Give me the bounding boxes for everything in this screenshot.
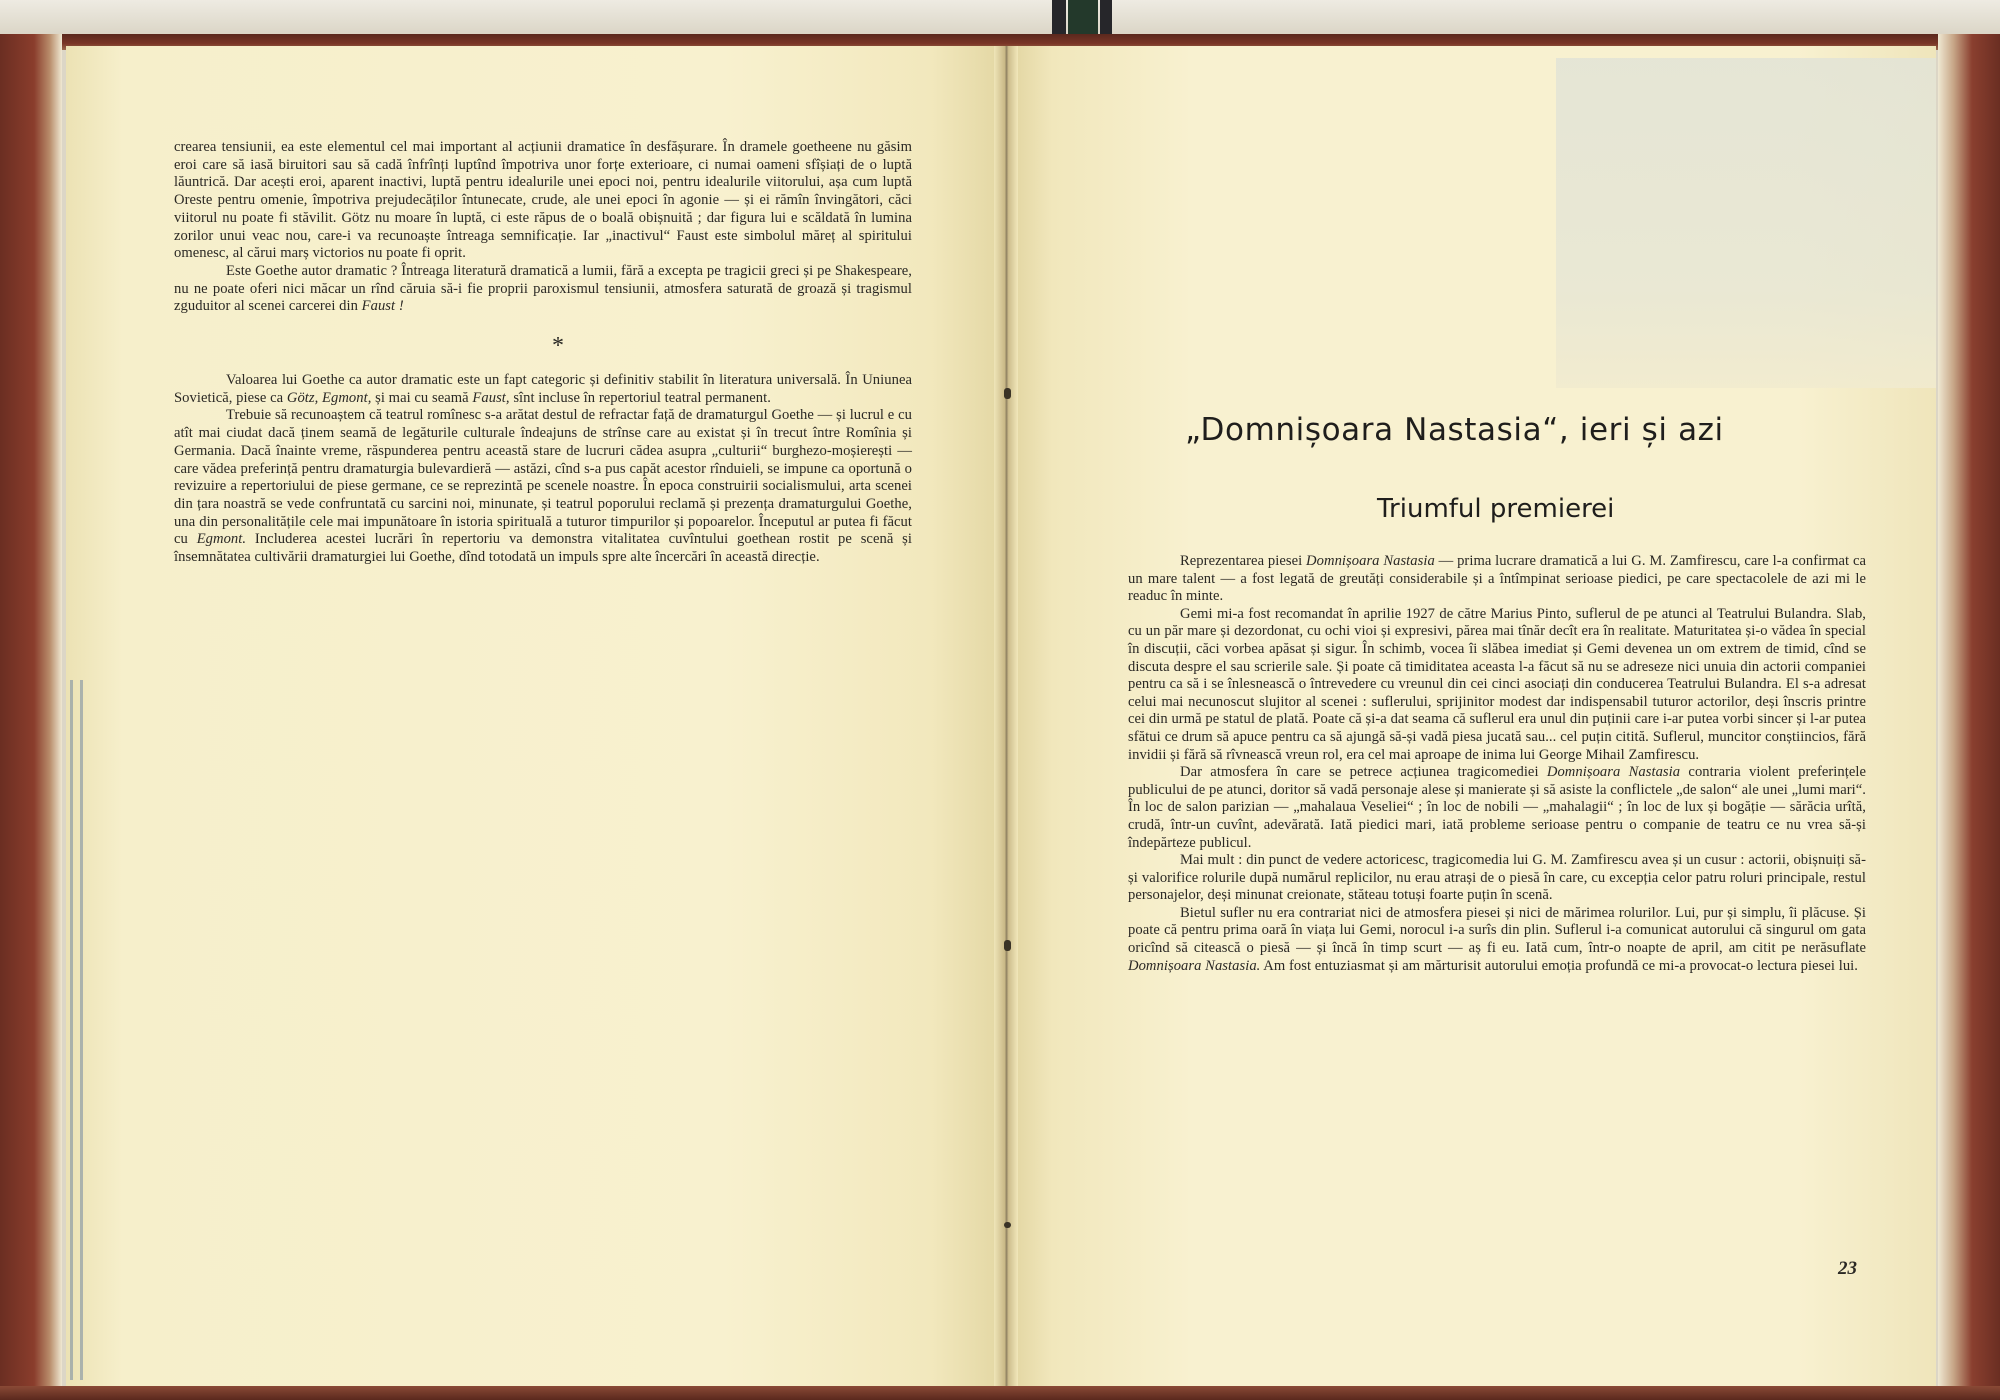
paragraph-text: și mai cu seamă (375, 389, 469, 406)
paragraph-text: Includerea acestei lucrări în repertoriu va demonstra vitalitatea cuvîntului goethean rostit pe scenă și însemnătatea cultivării dramaturgiei lui Goethe, dînd totodată un impuls spre alte încercări în această direcție. (174, 531, 912, 566)
binding-stitch (1004, 1222, 1011, 1228)
italic-title: Domnișoara Nastasia (1546, 764, 1681, 781)
right-page-text (1128, 553, 1866, 975)
article-subtitle: Triumful premierei (1377, 494, 1615, 524)
paragraph-text: Valoarea lui Goethe ca autor dramatic este un fapt categoric și definitiv stabilit în literatura universală. În Uniunea Sovietică, piese ca (174, 372, 912, 406)
paragraph (174, 407, 912, 566)
paragraph (174, 263, 912, 316)
italic-title: Götz, Egmont, (286, 389, 372, 406)
paragraph: Mai mult : din punct de vedere actoricesc, tragicomedia lui G. M. Zamfirescu avea și un cusur : actorii, obișnuiți să-și valorifice rolurile după numărul replicilor, nu erau atrași de o piesă în care, cu excepția celor patru roluri principale, restul personajelor, deși minunat creionate, stăteau totuși foarte puțin în scenă. (1128, 852, 1866, 904)
paragraph (1128, 764, 1866, 852)
book-cover-bottom-edge (0, 1386, 2000, 1400)
paragraph (1128, 553, 1866, 606)
book-cover-left-edge (0, 34, 62, 1400)
italic-title: Egmont. (196, 531, 247, 548)
paragraph-text: Este Goethe autor dramatic ? Întreaga literatură dramatică a lumii, fără a excepta pe tragicii greci și pe Shakespeare, nu ne poate oferi nici măcar un rînd căruia să-i fie proprii paroxismul tensiunii, atmosfera saturată de groază și tragismul zguduitor al scenei carcerei din (174, 262, 912, 315)
paragraph-text: Bietul sufler nu era contrariat nici de atmosfera piesei și nici de mărimea rolurilor. Lui, pur și simplu, îi plăcuse. Și poate că pentru prima oară în viața lui Gemi, norocul i-a surîs din plin. Suflerul i-a comunicat autorului că singurul om gata oricînd să citească o piesă — și încă în timp scurt — aș fi eu. Iată cum, într-o noapte de april, am citit pe nerăsuflate (1128, 904, 1866, 957)
paragraph-text: — prima lucrare dramatică a lui G. M. Zamfirescu, care l-a confirmat ca un mare talent — a fost legată de greutăți considerabile și a întîmpinat serioase piedici, pe care spectacolele de azi mi le readuc în minte. (1128, 553, 1867, 605)
page-number: 23 (1838, 1258, 1857, 1279)
paragraph-text: Am fost entuziasmat și am mărturisit autorului emoția profundă ce mi-a provocat-o lectura piesei lui. (1263, 957, 1858, 974)
paragraph: Gemi mi-a fost recomandat în aprilie 1927 de către Marius Pinto, suflerul de pe atunci al Teatrului Bulandra. Slab, cu un păr mare și dezordonat, cu ochi vioi și expresivi, părea mai tînăr decît era în realitate. Maturitatea și-o vădea în special în discuții, căci vorbea apăsat și sigur. În schimb, vocea îi slăbea imediat și Gemi devenea un om extrem de timid, cînd se discuta despre el sau scrierile sale. Și poate că timiditatea aceasta l-a făcut să nu se adreseze nici unuia din actorii companiei pentru ca să i se înlesnească o întrevedere cu vreunul din cei cinci asociați din conducerea Teatrului Bulandra. El s-a adresat celui mai necunoscut slujitor al scenei : suflerului, sprijinitor modest dar indispensabil tuturor actorilor, deși înscris printre cei din urmă pe statul de plată. Poate că și-a dat seama că suflerul era unul din puținii care i-ar putea vorbi sincer și l-ar putea sfătui ce drum să apuce pentru ca să ajungă să-și vadă piesa jucată sau... cel puțin citită. Suflerul, muncitor conștiincios, fără invidii și fără să rîvnească vreun rol, era cel mai aproape de inima lui George Mihail Zamfirescu. (1128, 605, 1866, 763)
paragraph-text: contraria violent preferințele publicului de pe atunci, doritor să vadă personaje alese și manierate și să asiste la conflictele „de salon“ ale unei „lumi mari“. În loc de salon parizian — „mahalaua Veseliei“ ; în loc de nobili — „mahalagii“ ; în loc de lux și bogăție — sărăcia urîtă, crudă, într-un cuvînt, adevărată. Iată piedici mari, iată probleme serioase pentru o companie de teatru ce nu vrea să-și îndepărteze publicul. (1128, 764, 1867, 851)
italic-title: Faust ! (361, 298, 404, 315)
italic-title: Domnișoara Nastasia. (1128, 957, 1261, 974)
italic-title: Faust, (472, 389, 510, 406)
left-page-text (174, 139, 912, 567)
binding-thread-lines (66, 680, 96, 1380)
binding-stitch (1004, 388, 1011, 399)
paragraph-text: Dar atmosfera în care se petrece acțiunea tragicomediei (1180, 764, 1539, 781)
paragraph (1128, 905, 1866, 975)
book-cover-right-edge (1938, 34, 2000, 1400)
article-title: „Domnișoara Nastasia“, ieri și azi (1185, 412, 1724, 448)
paragraph: crearea tensiunii, ea este elementul cel mai important al acțiunii dramatice în desfășurare. În dramele goetheene nu găsim eroi care să iasă biruitori sau să cadă înfrînți luptînd împotriva unor forțe exterioare, ci numai oameni sfîșiați de o luptă lăuntrică. Dar acești eroi, aparent inactivi, luptă pentru idealurile unei epoci noi, pentru idealurile viitorului, așa cum luptă Oreste pentru omenie, împotriva prejudecăților întunecate, crude, ale unei epoci în agonie — și ei rămîn învingători, căci viitorul nu poate fi stăvilit. Götz nu moare în luptă, ci este răpus de o boală obișnuită ; dar figura lui e scăldată în lumina zorilor unui veac nou, care-i va recunoaște întreaga semnificație. Iar „inactivul“ Faust este simbolul măreț al spiritului omenesc, al cărui marș victorios nu poate fi oprit. (174, 139, 912, 262)
paragraph-text: Reprezentarea piesei (1180, 553, 1303, 569)
italic-title: Domnișoara Nastasia (1306, 553, 1435, 569)
section-separator: * (551, 333, 565, 360)
book-gutter (994, 46, 1018, 1386)
paragraph (174, 372, 912, 407)
paragraph-text: sînt incluse în repertoriul teatral permanent. (513, 389, 771, 406)
binding-stitch (1004, 940, 1011, 951)
pale-illustration-area (1556, 58, 1936, 388)
paragraph-text: Trebuie să recunoaștem că teatrul romînesc s-a arătat destul de refractar față de dramaturgul Goethe — și lucrul e cu atît mai ciudat dacă ținem seamă de legăturile culturale îndeajuns de strînse care au existat și în trecut între Romînia și Germania. Dacă înainte vreme, răspunderea pentru această stare de lucruri cădea asupra „culturii“ burghezo-moșierești — care vădea preferință pentru dramaturgia bulevardieră — astăzi, cînd s-a pus capăt acestor rînduieli, se impune ca oportună o revizuire a repertoriului de piese germane, ce se reprezintă pe scenele noastre. În epoca construirii socialismului, arta scenei din țara noastră se vede confruntată cu sarcini noi, minunate, și teatrul poporului reclamă și prezența dramaturgului Goethe, una din personalitățile cele mai impunătoare în istoria spirituală a tuturor timpurilor și popoarelor. Începutul ar putea fi făcut cu (174, 407, 912, 548)
